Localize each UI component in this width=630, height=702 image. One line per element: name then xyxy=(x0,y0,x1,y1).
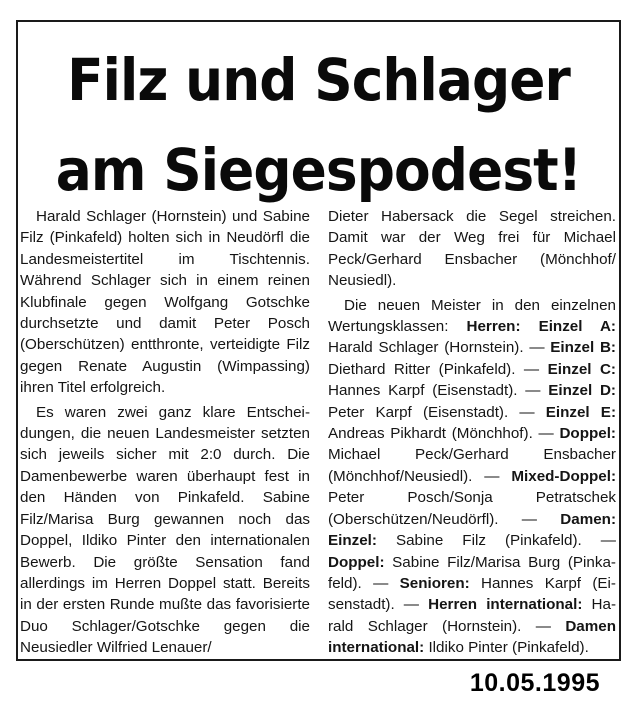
headline-line-1: Filz und Schlager xyxy=(67,46,570,114)
result-text: Harald Schlager (Hornstein). — xyxy=(328,596,616,635)
result-text: Michael Peck/Gerhard Ensbacher (Mönchhof/Neusiedl). — xyxy=(328,446,616,485)
result-text: Harald Schlager (Hornstein). — xyxy=(328,339,545,357)
headline-line-2: am Siegespodest! xyxy=(55,136,582,204)
result-category: Herren: Einzel A: xyxy=(466,318,616,336)
result-category: Doppel: xyxy=(559,425,616,443)
article-paragraph-2: Es waren zwei ganz klare Entscheidungen, die neuen Landesmeister setzten sich jeweils sicher mit 2:0 durch. Die Damenbewerbe waren überhaupt fest in den Händen von Pinkafeld. Sabine Filz/Marisa Burg gewannen noch das Doppel, Ildiko Pinter den internationalen Bewerb. Die größte Sensation fand allerdings im Herren Doppel statt. Bereits in der ersten Runde mußte das favorisierte Duo Schlager/Gotschke gegen die Neusiedler Wilfried Lenauer/ xyxy=(20,403,310,657)
result-category: Herren international: xyxy=(428,596,583,614)
result-category: Damen international: xyxy=(328,617,616,657)
result-category: Damen: Einzel: xyxy=(328,510,616,550)
result-text: Ildiko Pinter (Pinkafeld). xyxy=(428,639,589,657)
result-text: Diethard Ritter (Pinkafeld). — xyxy=(328,360,540,378)
date-stamp: 10.05.1995 xyxy=(469,669,600,697)
result-text: Andreas Pikhardt (Mönchhof). — xyxy=(328,425,554,443)
result-text: Hannes Karpf (Eisenstadt). — xyxy=(328,382,541,400)
result-text: Sabine Filz/Marisa Burg (Pinkafeld). — xyxy=(328,553,616,592)
article-right-column xyxy=(328,206,616,659)
result-text: Sabine Filz (Pinkafeld). — xyxy=(395,532,616,550)
result-category: Mixed-Doppel: xyxy=(511,467,616,485)
result-text: Peter Posch/Sonja Petratschek (Oberschützen/Neudörfl). — xyxy=(328,489,616,528)
result-category: Einzel E: xyxy=(545,403,616,421)
article-paragraph-3: Dieter Habersack die Segel streichen. Damit war der Weg frei für Michael Peck/Gerhard Ensbacher (Mönchhof/ Neusiedl). xyxy=(328,208,616,290)
results-paragraph xyxy=(328,295,616,659)
result-category: Einzel C: xyxy=(547,360,616,378)
result-category: Senioren: xyxy=(399,574,470,592)
result-text: Hannes Karpf (Eisenstadt). — xyxy=(328,574,616,614)
article-paragraph-1: Harald Schlager (Hornstein) und Sabine Filz (Pinkafeld) holten sich in Neudörfl die Landesmeistertitel im Tischtennis. Während Schlager sich in einem reinen Klubfinale gegen Wolfgang Gotschke durchsetzte und damit Peter Posch (Oberschützen) entthronte, verteidigte Filz gegen Renate Augustin (Wimpassing) ihren Titel erfolgreich. xyxy=(20,208,310,397)
result-category: Einzel B: xyxy=(550,339,616,357)
result-text: Peter Karpf (Eisenstadt). — xyxy=(328,403,535,421)
result-category: Einzel D: xyxy=(548,382,616,400)
results-intro: Die neuen Meister in den einzelnen Wertungsklassen: xyxy=(328,296,616,336)
result-category: Doppel: xyxy=(328,553,385,571)
article-left-column xyxy=(20,206,310,659)
